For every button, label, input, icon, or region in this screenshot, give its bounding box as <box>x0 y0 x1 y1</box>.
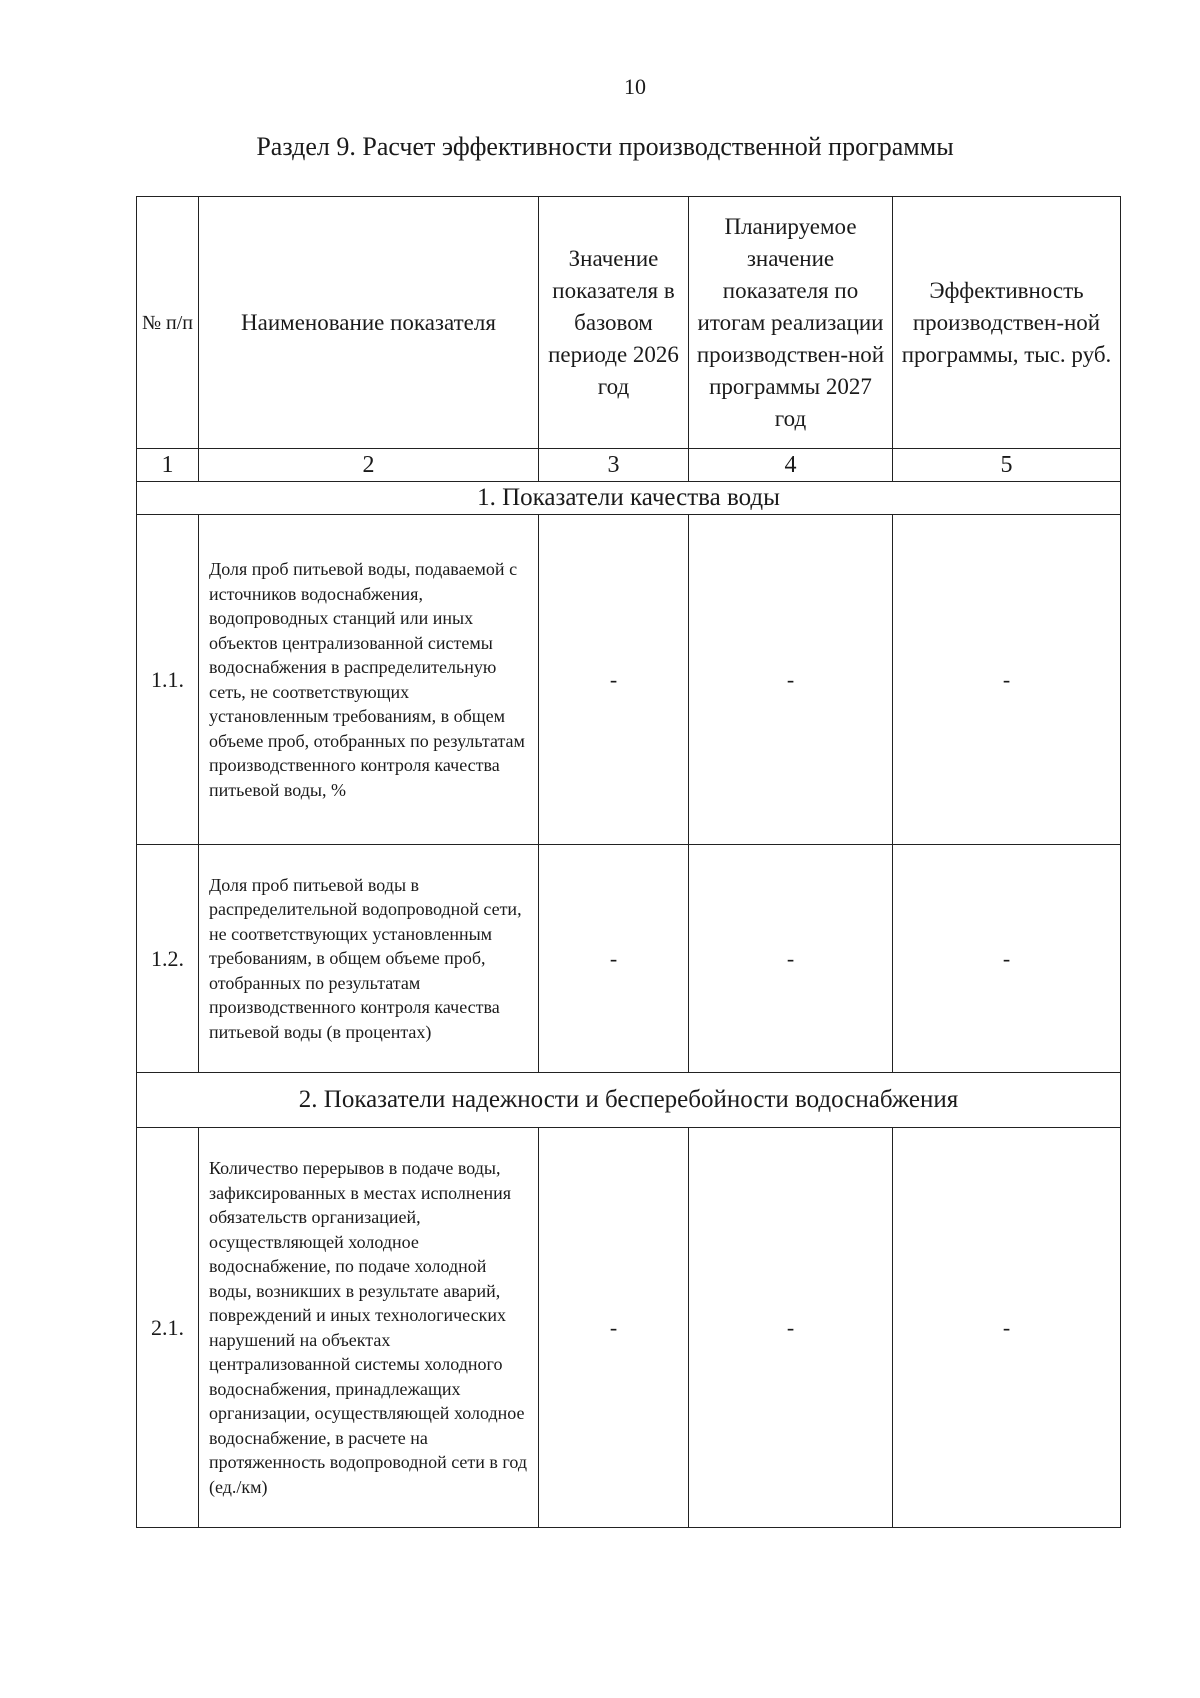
group-heading-row <box>137 1073 1121 1128</box>
indicator-name: Доля проб питьевой воды в распределительной водопроводной сети, не соответствующих установленным требованиям, в общем объеме проб, отобранных по результатам производственного контроля качества питьевой воды (в процентах) <box>199 845 539 1073</box>
planned-value: - <box>689 845 893 1073</box>
column-number-row <box>137 449 1121 482</box>
page-number: 10 <box>624 74 646 99</box>
indicator-name: Доля проб питьевой воды, подаваемой с источников водоснабжения, водопроводных станций или иных объектов централизованной системы водоснабжения в распределительную сеть, не соответствующих установленным требованиям, в общем объеме проб, отобранных по результатам производственного контроля качества питьевой воды, % <box>199 515 539 845</box>
efficiency-value: - <box>893 515 1121 845</box>
header-base-value: Значение показателя в базовом периоде 2026 год <box>539 197 689 449</box>
header-number: № п/п <box>137 197 199 449</box>
base-value: - <box>539 515 689 845</box>
row-number: 2.1. <box>137 1128 199 1528</box>
column-number: 3 <box>539 449 689 482</box>
header-efficiency: Эффективность производствен-ной программы, тыс. руб. <box>893 197 1121 449</box>
table-row <box>137 515 1121 845</box>
table-header-row <box>137 197 1121 449</box>
planned-value: - <box>689 515 893 845</box>
indicator-name: Количество перерывов в подаче воды, зафиксированных в местах исполнения обязательств организацией, осуществляющей холодное водоснабжение, по подаче холодной воды, возникших в результате аварий, повреждений и иных технологических нарушений на объектах централизованной системы холодного водоснабжения, принадлежащих организации, осуществляющей холодное водоснабжение, в расчете на протяженность водопроводной сети в год (ед./км) <box>199 1128 539 1528</box>
efficiency-value: - <box>893 845 1121 1073</box>
group-heading-row <box>137 482 1121 515</box>
row-number: 1.2. <box>137 845 199 1073</box>
group-heading: 1. Показатели качества воды <box>137 482 1121 515</box>
group-heading: 2. Показатели надежности и бесперебойности водоснабжения <box>137 1073 1121 1128</box>
header-indicator-name: Наименование показателя <box>199 197 539 449</box>
column-number: 1 <box>137 449 199 482</box>
efficiency-table <box>136 196 1121 1528</box>
header-planned-value: Планируемое значение показателя по итогам реализации производствен-ной программы 2027 год <box>689 197 893 449</box>
row-number: 1.1. <box>137 515 199 845</box>
section-title: Раздел 9. Расчет эффективности производственной программы <box>256 132 954 161</box>
base-value: - <box>539 845 689 1073</box>
column-number: 2 <box>199 449 539 482</box>
column-number: 5 <box>893 449 1121 482</box>
table-row <box>137 845 1121 1073</box>
base-value: - <box>539 1128 689 1528</box>
table-row <box>137 1128 1121 1528</box>
efficiency-value: - <box>893 1128 1121 1528</box>
column-number: 4 <box>689 449 893 482</box>
planned-value: - <box>689 1128 893 1528</box>
